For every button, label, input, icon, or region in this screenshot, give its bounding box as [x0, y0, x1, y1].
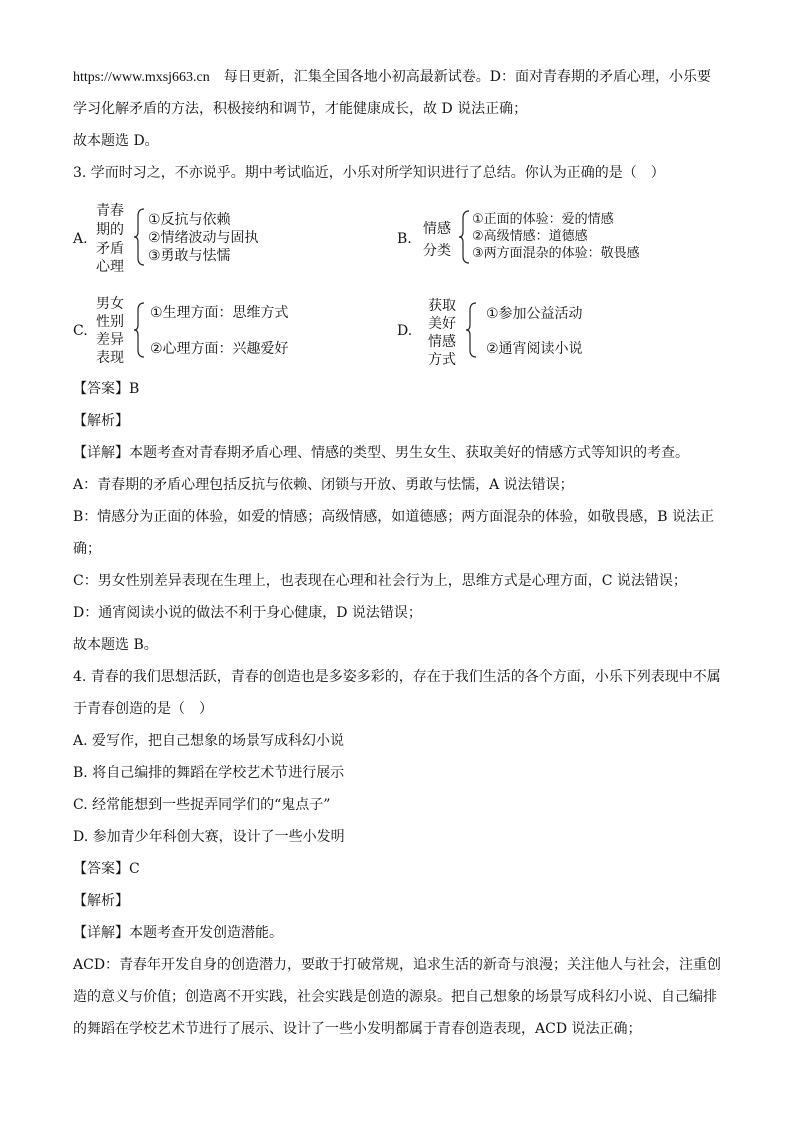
option-a-title-4: 心理	[96, 259, 124, 275]
option-d-title-3: 情感	[428, 334, 456, 350]
option-c-item-1: ①生理方面：思维方式	[150, 305, 289, 321]
option-c-brace	[134, 302, 148, 358]
option-a-item-3: ③勇敢与怯懦	[148, 248, 231, 264]
question-3: 3. 学而时习之，不亦说乎。期中考试临近，小乐对所学知识进行了总结。你认为正确的是（ ）	[73, 165, 665, 181]
option-d-title-4: 方式	[428, 352, 456, 368]
option-a-title-3: 矛盾	[96, 241, 124, 257]
option-d-item-2: ②通宵阅读小说	[486, 341, 583, 357]
answer-4: 【答案】C	[73, 861, 140, 877]
header-line	[73, 68, 711, 87]
option-d-title-2: 美好	[428, 316, 456, 332]
option-c-title-3: 差异	[96, 332, 124, 348]
explain-3-b: B：情感分为正面的体验，如爱的情感；高级情感，如道德感；两方面混杂的体验，如敬畏感，B 说法正	[73, 509, 715, 525]
option-b-title-2: 分类	[423, 243, 451, 259]
option-a-item-2: ②情绪波动与固执	[148, 230, 259, 246]
option-d-letter: D.	[397, 323, 413, 339]
option-4-a: A. 爱写作，把自己想象的场景写成科幻小说	[73, 733, 345, 749]
question-4-cont: 于青春创造的是（ ）	[73, 701, 213, 717]
detail-4: 【详解】本题考查开发创造潜能。	[73, 925, 283, 941]
text-line: 故本题选 D。	[73, 133, 159, 149]
option-4-b: B. 将自己编排的舞蹈在学校艺术节进行展示	[73, 765, 345, 781]
option-d-brace	[466, 302, 480, 358]
explain-4-acd-3: 的舞蹈在学校艺术节进行了展示、设计了一些小发明都属于青春创造表现，ACD 说法正确；	[73, 1021, 642, 1037]
explain-4-acd-2: 造的意义与价值；创造离不开实践，社会实践是创造的源泉。把自己想象的场景写成科幻小说、自己编排	[73, 989, 717, 1005]
analysis-3-heading: 【解析】	[73, 413, 129, 429]
option-a-title-2: 期的	[96, 222, 124, 238]
select-3: 故本题选 B。	[73, 637, 158, 653]
option-c-title-4: 表现	[96, 350, 124, 366]
option-a-item-1: ①反抗与依赖	[148, 212, 231, 228]
question-4: 4. 青春的我们思想活跃，青春的创造也是多姿多彩的，存在于我们生活的各个方面，小乐下列表现中不属	[73, 669, 721, 685]
option-b-item-3: ③两方面混杂的体验：敬畏感	[472, 246, 640, 261]
explain-4-acd-1: ACD：青春年开发自身的创造潜力，要敢于打破常规，追求生活的新奇与浪漫；关注他人与社会，注重创	[73, 957, 722, 973]
header-tail: 每日更新，汇集全国各地小初高最新试卷。D：面对青春期的矛盾心理，小乐要	[223, 69, 711, 85]
option-d-item-1: ①参加公益活动	[486, 306, 583, 322]
detail-3: 【详解】本题考查对青春期矛盾心理、情感的类型、男生女生、获取美好的情感方式等知识的考查。	[73, 445, 689, 461]
explain-3-b-cont: 确；	[73, 541, 101, 557]
option-a-brace	[134, 208, 148, 266]
option-a-title-1: 青春	[96, 203, 124, 219]
option-b-title-1: 情感	[423, 221, 451, 237]
option-b-letter: B.	[397, 231, 412, 247]
analysis-4-heading: 【解析】	[73, 893, 129, 909]
explain-3-c: C：男女性别差异表现在生理上，也表现在心理和社会行为上，思维方式是心理方面，C 说法错误；	[73, 573, 687, 589]
option-c-letter: C.	[73, 323, 88, 339]
option-c-item-2: ②心理方面：兴趣爱好	[150, 341, 289, 357]
source-url[interactable]: https://www.mxsj663.cn	[73, 70, 210, 85]
option-d-title-1: 获取	[428, 298, 456, 314]
option-b-item-1: ①正面的体验：爱的情感	[472, 212, 614, 227]
option-c-title-2: 性别	[96, 314, 124, 330]
option-4-d: D. 参加青少年科创大赛，设计了一些小发明	[73, 829, 345, 845]
option-4-c: C. 经常能想到一些捉弄同学们的“鬼点子”	[73, 797, 331, 813]
text-line: 学习化解矛盾的方法，积极接纳和调节，才能健康成长，故 D 说法正确；	[73, 101, 528, 117]
option-a-letter: A.	[73, 231, 88, 247]
option-b-item-2: ②高级情感：道德感	[472, 229, 588, 244]
option-b-brace	[459, 210, 473, 264]
option-c-title-1: 男女	[96, 296, 124, 312]
explain-3-a: A：青春期的矛盾心理包括反抗与依赖、闭锁与开放、勇敢与怯懦，A 说法错误；	[73, 477, 574, 493]
explain-3-d: D：通宵阅读小说的做法不利于身心健康，D 说法错误；	[73, 605, 422, 621]
answer-3: 【答案】B	[73, 381, 140, 397]
